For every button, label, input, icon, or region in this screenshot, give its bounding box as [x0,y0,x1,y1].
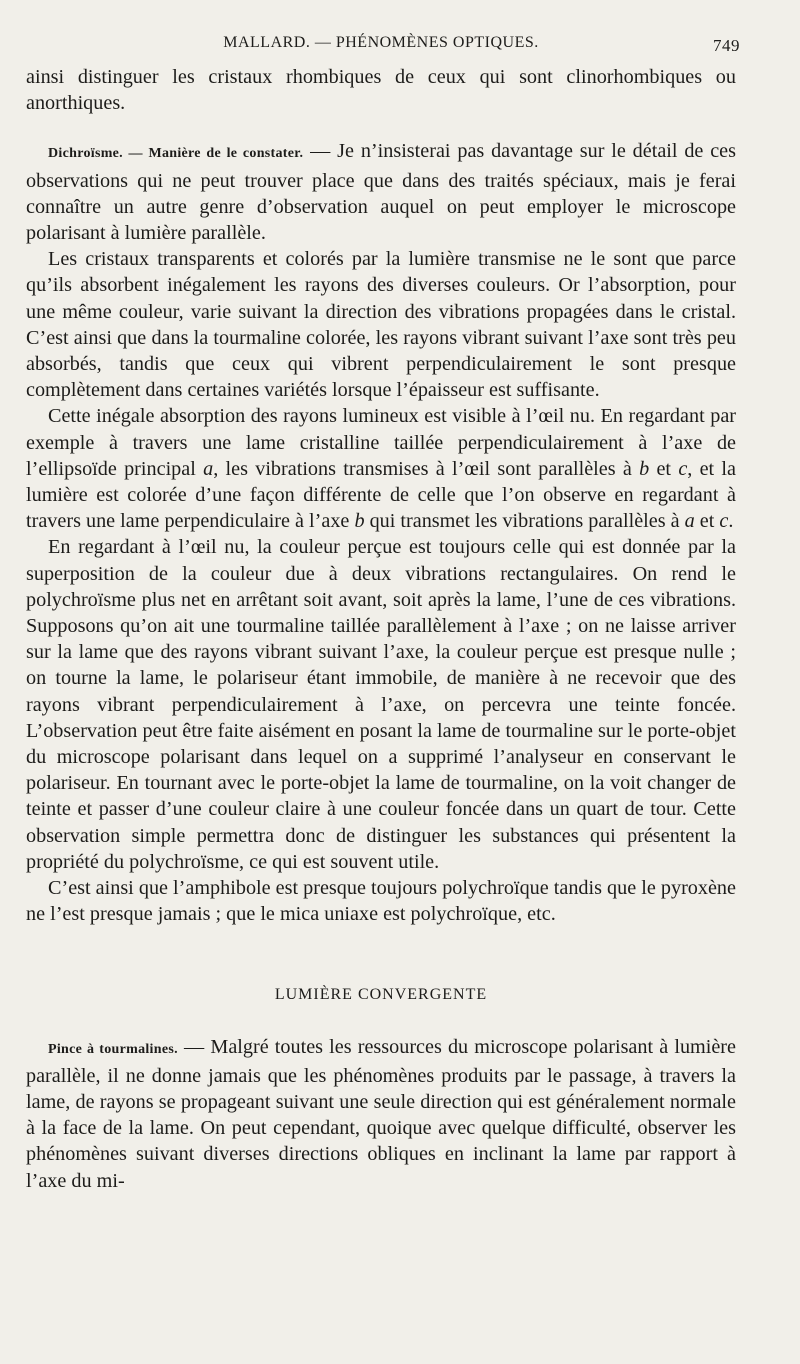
document-page [26,30,740,1194]
paragraph-polychroisme: En regardant à l’œil nu, la couleur perçue est toujours celle qui est donnée par la superposition de la couleur due à deux vibrations rectangulaires. On rend le polychroïsme plus net en arrêtant soit avant, soit après la lame, l’une de ces vibrations. Supposons qu’on ait une tourmaline taillée parallèlement à l’axe ; on ne laisse arriver sur la lame que des rayons vibrant suivant l’axe, la couleur perçue est presque nulle ; on tourne la lame, le polariseur étant immobile, de manière à ne recevoir que des rayons vibrant perpendiculairement à l’axe, on percevra une teinte foncée. L’observation peut être faite aisément en posant la lame de tourmaline sur le porte-objet du microscope polarisant dans lequel on a supprimé l’analyseur en conservant le polariseur. En tournant avec le porte-objet la lame de tourmaline, on la voit changer de teinte et passer d’une couleur claire à une couleur foncée dans un quart de tour. Cette observation simple permettra donc de distinguer les substances qui présentent la propriété du polychroïsme, ce qui est souvent utile. [26,536,736,873]
variable: a [203,457,214,480]
text-run: , les vibrations transmises à l’œil sont parallèles à [213,457,640,480]
spacer [26,116,736,138]
variable: b [639,457,650,480]
running-header [26,30,740,64]
text-run: et [649,457,679,480]
paragraph-amphibole: C’est ainsi que l’amphibole est presque toujours polychroïque tandis que le pyroxène ne l’est presque jamais ; que le mica uniaxe est polychroïque, etc. [26,877,736,926]
text-run: . [728,510,734,533]
section-title: LUMIÈRE CONVERGENTE [274,985,488,1003]
paragraph-text: — Malgré toutes les ressources du microscope polarisant à lumière parallèle, il ne donne jamais que les phénomènes produits par le passage, à travers la lame, de rayons se propageant suivant une seule direction qui est généralement normale à la face de la lame. On peut cependant, quoique avec quelque difficulté, observer les phénomènes suivant diverses directions obliques en inclinant la lame par rapport à l’axe du mi- [26,1035,736,1192]
paragraph-pince [26,1034,736,1194]
paragraph-inegale-absorption [26,403,736,534]
section-sidehead: Dichroïsme. — Manière de le constater. [48,146,304,162]
paragraph-text: — Je n’insisterai pas davantage sur le détail de ces observations qui ne peut trouver place que dans des traités spéciaux, mais je ferai connaître un autre genre d’observation auquel on peut employer le microscope polarisant à lumière parallèle. [26,140,736,245]
section-sidehead: Pince à tourmalines. [48,1041,178,1057]
variable: c [678,457,688,480]
variable: c [719,510,729,533]
text-run: et [694,510,720,533]
text-run: Cette inégale absorption des rayons lumineux est visible à l’œil nu. En regardant par exemple à travers une lame cristalline taillée perpendiculairement à l’axe de l’ellipsoïde principal [26,405,736,480]
paragraph-dichroisme [26,138,736,246]
text-run: qui transmet les vibrations parallèles à [364,510,685,533]
paragraph-continuation: ainsi distinguer les cristaux rhombiques de ceux qui sont clinorhombiques ou anorthiques. [26,66,736,115]
paragraph-absorption: Les cristaux transparents et colorés par la lumière transmise ne le sont que parce qu’ils absorbent inégalement les rayons des diverses couleurs. Or l’absorption, pour une même couleur, varie suivant la direction des vibrations propagées dans le cristal. C’est ainsi que dans la tourmaline colorée, les rayons vibrant suivant l’axe sont très peu absorbés, tandis que ceux qui vibrent perpendiculairement le sont presque complètement dans certaines variétés lorsque l’épaisseur est suffisante. [26,248,736,402]
variable: b [354,510,365,533]
text-run: , et la lumière est colorée d’une façon différente de celle que l’on observe en regardant à travers une lame perpendiculaire à l’axe [26,457,737,533]
page-number: 749 [713,36,740,55]
running-title: MALLARD. — PHÉNOMÈNES OPTIQUES. [223,34,539,51]
variable: a [684,510,695,533]
